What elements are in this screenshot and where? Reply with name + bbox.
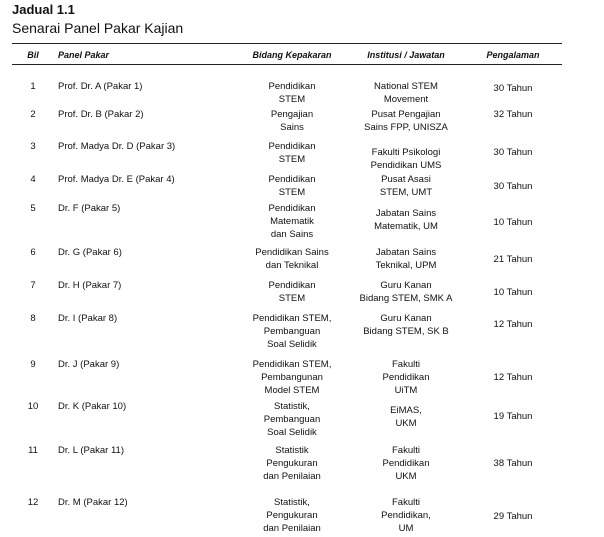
header-pengalaman: Pengalaman: [486, 50, 540, 60]
table-subtitle: Senarai Panel Pakar Kajian: [12, 20, 184, 36]
row-panel-pakar: Prof. Dr. A (Pakar 1): [58, 81, 143, 92]
row-panel-pakar: Dr. J (Pakar 9): [58, 359, 120, 370]
row-pengalaman: 12 Tahun: [493, 372, 533, 383]
row-institusi: Jabatan Sains Teknikal, UPM: [375, 247, 437, 271]
row-pengalaman: 32 Tahun: [493, 109, 533, 120]
row-bil: 7: [30, 280, 36, 291]
row-bil: 5: [30, 203, 36, 214]
row-bidang-kepakaran: Pendidikan STEM: [268, 280, 316, 304]
row-bidang-kepakaran: Pendidikan STEM: [268, 141, 316, 165]
row-bidang-kepakaran: Statistik, Pembanguan Soal Selidik: [263, 401, 321, 438]
header-bidang-kepakaran: Bidang Kepakaran: [252, 50, 332, 60]
row-institusi: Guru Kanan Bidang STEM, SK B: [363, 313, 449, 337]
row-bil: 1: [30, 81, 36, 92]
row-bidang-kepakaran: Pendidikan STEM, Pembanguan Soal Selidik: [252, 313, 332, 350]
row-institusi: EiMAS, UKM: [390, 405, 422, 429]
row-institusi: Pusat Pengajian Sains FPP, UNISZA: [364, 109, 448, 133]
header-institusi: Institusi / Jawatan: [367, 50, 445, 60]
row-panel-pakar: Dr. F (Pakar 5): [58, 203, 121, 214]
row-pengalaman: 21 Tahun: [493, 254, 533, 265]
row-bidang-kepakaran: Pendidikan Sains dan Teknikal: [255, 247, 329, 271]
row-panel-pakar: Dr. M (Pakar 12): [58, 497, 128, 508]
row-bil: 11: [28, 445, 38, 456]
row-pengalaman: 30 Tahun: [493, 83, 533, 94]
row-bil: 4: [30, 174, 36, 185]
row-pengalaman: 38 Tahun: [493, 458, 533, 469]
row-bil: 12: [27, 497, 39, 508]
row-institusi: National STEM Movement: [374, 81, 438, 105]
row-bidang-kepakaran: Pengajian Sains: [270, 109, 314, 133]
row-pengalaman: 12 Tahun: [493, 319, 533, 330]
row-bidang-kepakaran: Pendidikan STEM: [268, 174, 316, 198]
row-panel-pakar: Dr. G (Pakar 6): [58, 247, 122, 258]
row-panel-pakar: Prof. Madya Dr. E (Pakar 4): [58, 174, 175, 185]
row-pengalaman: 29 Tahun: [493, 511, 533, 522]
row-bil: 2: [30, 109, 36, 120]
row-bil: 6: [30, 247, 36, 258]
row-panel-pakar: Dr. I (Pakar 8): [58, 313, 118, 324]
row-bidang-kepakaran: Pendidikan Matematik dan Sains: [268, 203, 316, 240]
row-institusi: Fakulti Pendidikan UKM: [382, 445, 430, 482]
header-panel-pakar: Panel Pakar: [58, 50, 110, 60]
row-institusi: Guru Kanan Bidang STEM, SMK A: [359, 280, 453, 304]
row-institusi: Pusat Asasi STEM, UMT: [379, 174, 433, 198]
row-institusi: Jabatan Sains Matematik, UM: [374, 208, 438, 232]
row-institusi: Fakulti Pendidikan, UM: [381, 497, 431, 534]
table-header-rule: [12, 64, 562, 65]
row-bil: 9: [30, 359, 36, 370]
row-panel-pakar: Prof. Dr. B (Pakar 2): [58, 109, 144, 120]
row-bidang-kepakaran: Statistik, Pengukuran dan Penilaian: [263, 497, 321, 534]
row-panel-pakar: Dr. K (Pakar 10): [58, 401, 127, 412]
row-bidang-kepakaran: Pendidikan STEM: [268, 81, 316, 105]
row-bidang-kepakaran: Pendidikan STEM, Pembangunan Model STEM: [252, 359, 332, 396]
row-bil: 8: [30, 313, 36, 324]
row-bil: 10: [27, 401, 39, 412]
row-panel-pakar: Dr. L (Pakar 11): [58, 445, 124, 456]
row-pengalaman: 10 Tahun: [493, 217, 533, 228]
row-bidang-kepakaran: Statistik Pengukuran dan Penilaian: [263, 445, 321, 482]
row-pengalaman: 30 Tahun: [493, 147, 533, 158]
row-bil: 3: [30, 141, 36, 152]
row-pengalaman: 19 Tahun: [493, 411, 533, 422]
header-bil: Bil: [27, 50, 39, 60]
row-pengalaman: 10 Tahun: [493, 287, 533, 298]
table-title: Jadual 1.1: [12, 2, 75, 17]
row-institusi: Fakulti Psikologi Pendidikan UMS: [370, 147, 442, 171]
row-pengalaman: 30 Tahun: [493, 181, 533, 192]
row-institusi: Fakulti Pendidikan UiTM: [382, 359, 430, 396]
table-top-rule: [12, 43, 562, 44]
row-panel-pakar: Prof. Madya Dr. D (Pakar 3): [58, 141, 176, 152]
row-panel-pakar: Dr. H (Pakar 7): [58, 280, 122, 291]
